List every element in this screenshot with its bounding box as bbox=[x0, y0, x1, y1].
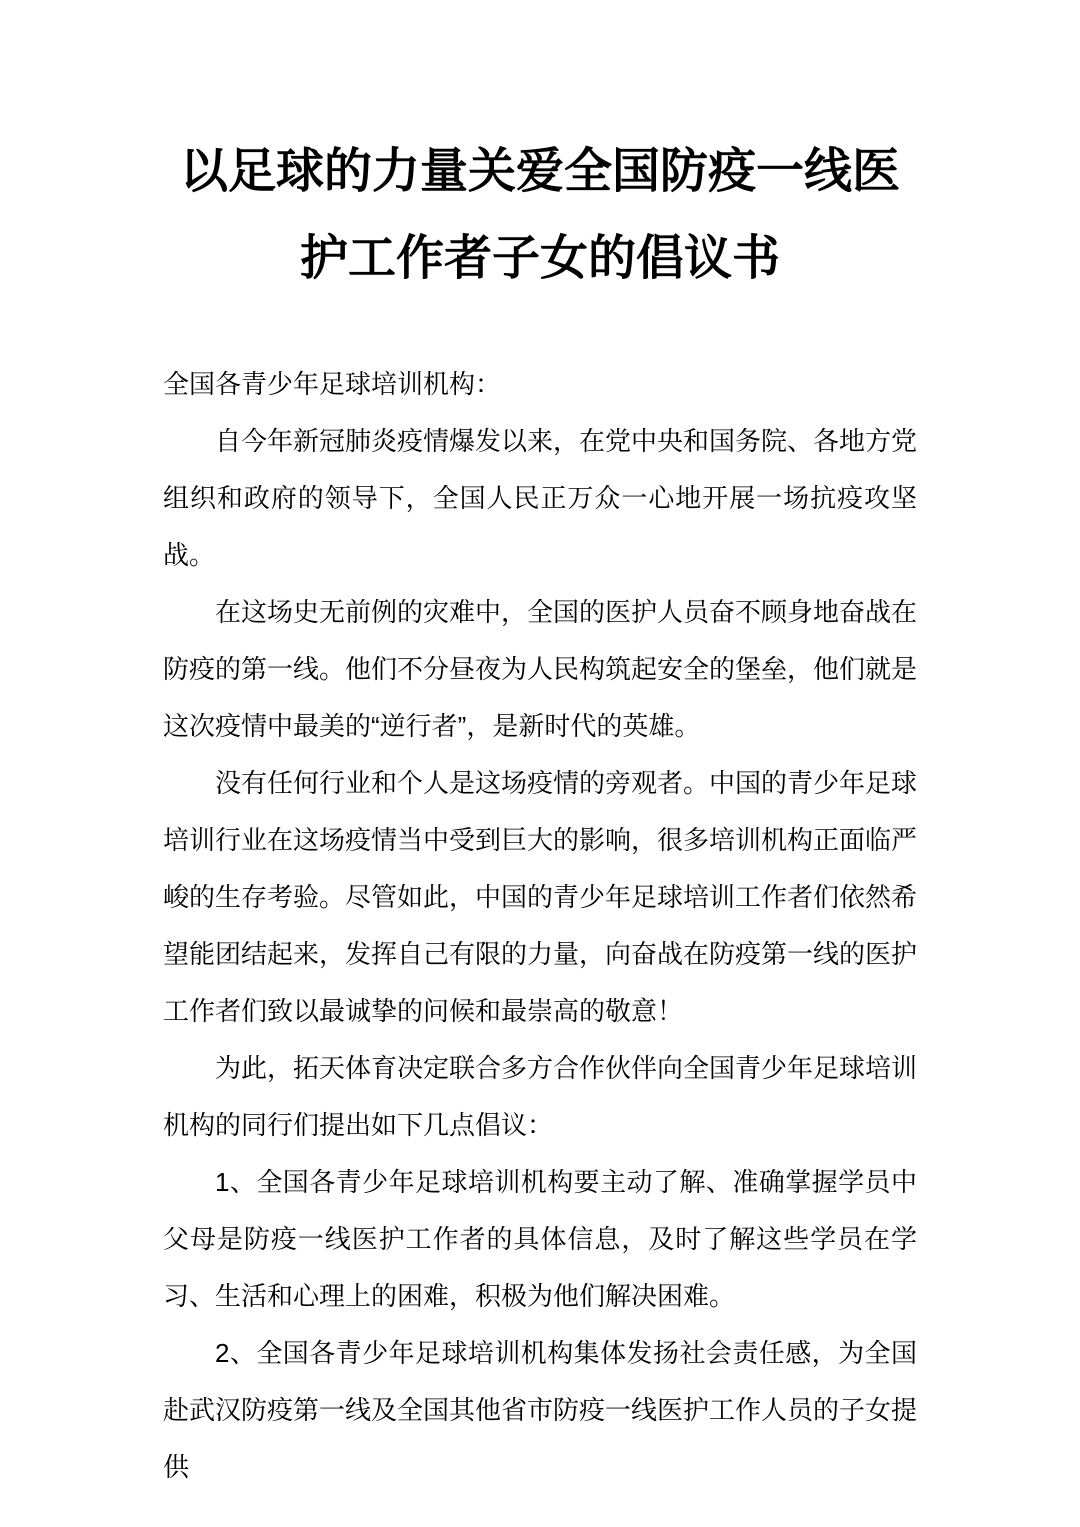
salutation-line: 全国各青少年足球培训机构： bbox=[163, 369, 502, 399]
proposal-item-2: 2、全国各青少年足球培训机构集体发扬社会责任感，为全国赴武汉防疫第一线及全国其他省市防疫一线医护工作人员的子女提供 bbox=[163, 1338, 918, 1482]
paragraph-proposal-lead: 为此，拓天体育决定联合多方合作伙伴向全国青少年足球培训机构的同行们提出如下几点倡议： bbox=[163, 1053, 918, 1140]
paragraph-intro: 自今年新冠肺炎疫情爆发以来，在党中央和国务院、各地方党组织和政府的领导下，全国人民正万众一心地开展一场抗疫攻坚战。 bbox=[163, 426, 918, 570]
paragraph-industry-impact: 没有任何行业和个人是这场疫情的旁观者。中国的青少年足球培训行业在这场疫情当中受到巨大的影响，很多培训机构正面临严峻的生存考验。尽管如此，中国的青少年足球培训工作者们依然希望能团结起来，发挥自己有限的力量，向奋战在防疫第一线的医护工作者们致以最诚挚的问候和最崇高的敬意！ bbox=[163, 768, 918, 1026]
proposal-item-1: 1、全国各青少年足球培训机构要主动了解、准确掌握学员中父母是防疫一线医护工作者的具体信息，及时了解这些学员在学习、生活和心理上的困难，积极为他们解决困难。 bbox=[163, 1167, 917, 1311]
document-body bbox=[163, 356, 917, 1496]
document-title: 以足球的力量关爱全国防疫一线医护工作者子女的倡议书 bbox=[179, 145, 900, 285]
paragraph-medical-heroes: 在这场史无前例的灾难中，全国的医护人员奋不顾身地奋战在防疫的第一线。他们不分昼夜为人民构筑起安全的堡垒，他们就是这次疫情中最美的“逆行者”，是新时代的英雄。 bbox=[163, 597, 918, 741]
